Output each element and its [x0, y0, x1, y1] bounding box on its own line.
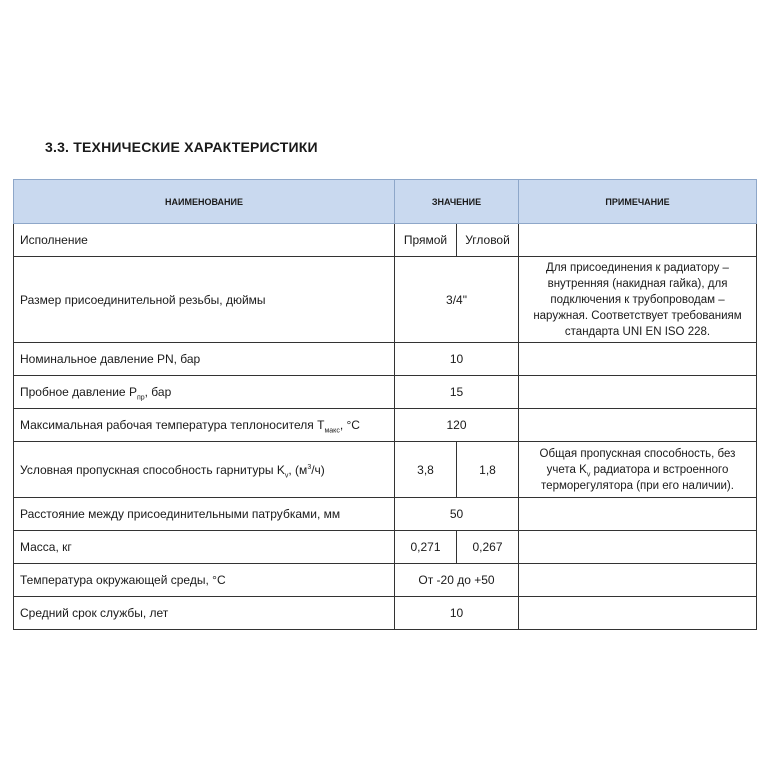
row-value-angled: 1,8 [457, 442, 519, 498]
table-row [14, 442, 757, 498]
row-value-straight: 3,8 [395, 442, 457, 498]
row-value: 3/4" [395, 257, 519, 343]
row-value: От -20 до +50 [395, 564, 519, 597]
row-name: Максимальная рабочая температура теплоносителя $T_{макс}$, °C [14, 409, 395, 442]
table-row [14, 564, 757, 597]
table-row [14, 224, 757, 257]
row-value: 15 [395, 376, 519, 409]
row-value-straight: Прямой [395, 224, 457, 257]
row-name: Пробное давление $P_{пр}$, бар [14, 376, 395, 409]
table-row [14, 531, 757, 564]
row-note [519, 376, 757, 409]
table-row [14, 343, 757, 376]
row-note [519, 597, 757, 630]
row-note [519, 531, 757, 564]
section-title: 3.3. ТЕХНИЧЕСКИЕ ХАРАКТЕРИСТИКИ [45, 139, 318, 155]
table-row [14, 409, 757, 442]
row-name: Средний срок службы, лет [14, 597, 395, 630]
row-name: Масса, кг [14, 531, 395, 564]
row-note: Общая пропускная способность, без учета $K_v$ радиатора и встроенного терморегулятора (при его наличии). [519, 442, 757, 498]
row-value-angled: Угловой [457, 224, 519, 257]
row-name: Температура окружающей среды, °C [14, 564, 395, 597]
row-note: Для присоединения к радиатору – внутренняя (накидная гайка), для подключения к трубопроводам – наружная. Соответствует требованиям стандарта UNI EN ISO 228. [519, 257, 757, 343]
table-row [14, 498, 757, 531]
row-note [519, 564, 757, 597]
row-value: 10 [395, 597, 519, 630]
row-note [519, 224, 757, 257]
row-name: Номинальное давление PN, бар [14, 343, 395, 376]
row-note [519, 343, 757, 376]
header-note: ПРИМЕЧАНИЕ [519, 180, 757, 224]
row-note [519, 409, 757, 442]
row-note [519, 498, 757, 531]
row-value-straight: 0,271 [395, 531, 457, 564]
table-row [14, 597, 757, 630]
row-value-angled: 0,267 [457, 531, 519, 564]
table-row [14, 257, 757, 343]
row-name: Расстояние между присоединительными патрубками, мм [14, 498, 395, 531]
row-name: Размер присоединительной резьбы, дюймы [14, 257, 395, 343]
row-value: 10 [395, 343, 519, 376]
row-value: 120 [395, 409, 519, 442]
row-value: 50 [395, 498, 519, 531]
row-name: Исполнение [14, 224, 395, 257]
header-value: ЗНАЧЕНИЕ [395, 180, 519, 224]
header-name: НАИМЕНОВАНИЕ [14, 180, 395, 224]
row-name: Условная пропускная способность гарнитуры $K_v$, $(м^3/ч)$ [14, 442, 395, 498]
spec-table [13, 179, 757, 630]
table-row [14, 376, 757, 409]
table-header-row [14, 180, 757, 224]
